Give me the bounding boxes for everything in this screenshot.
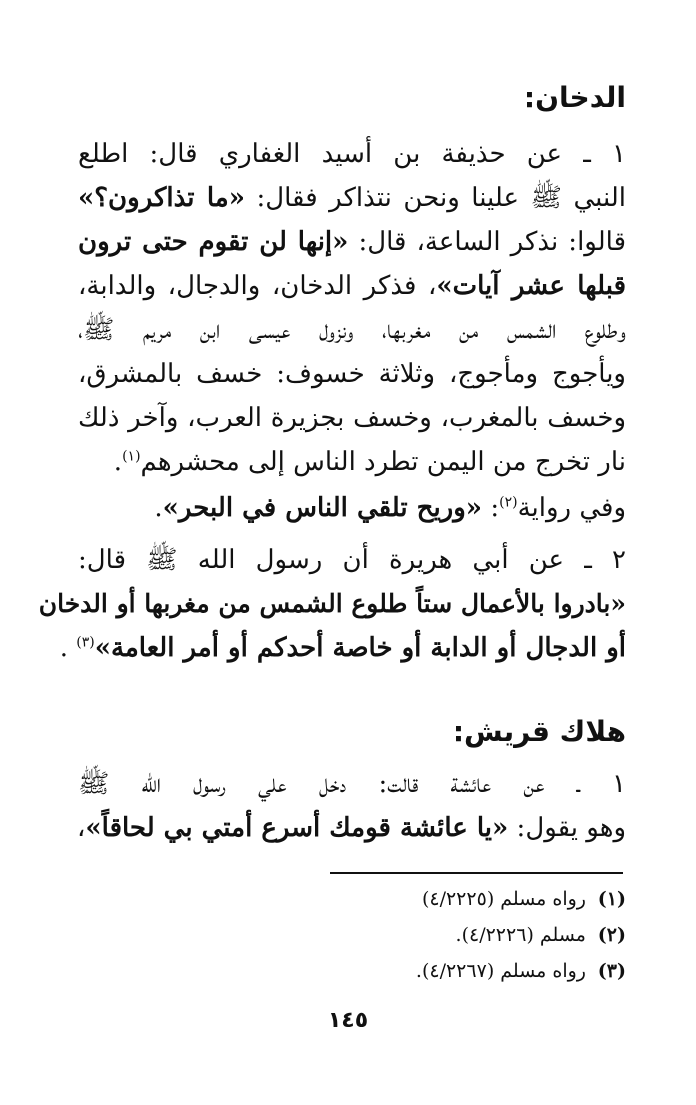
section-title-dukhan: الدخان:: [523, 81, 626, 114]
footnote: [416, 956, 626, 986]
quote-bold: قبلها عشر آيات»: [436, 271, 626, 301]
footnote: [456, 920, 626, 950]
text-run: .: [59, 633, 77, 663]
quote-bold: «ما تذاكرون؟»: [78, 183, 245, 213]
text-line: [78, 806, 626, 850]
quote-bold: أو الدجال أو الدابة أو خاصة أحدكم أو أمر العامة»: [94, 633, 626, 663]
text-run: وهو يقول:: [508, 813, 626, 843]
footnote-ref: (٢): [499, 494, 518, 511]
text-run: ،: [76, 813, 86, 843]
text-line: [78, 486, 626, 530]
text-run: وفي رواية: [517, 493, 626, 523]
footnote-number: (٣): [597, 960, 626, 982]
footnote-text: رواه مسلم (٤/٢٢٦٧).: [415, 960, 586, 982]
text-line: [78, 440, 626, 484]
text-line: وطلوع الشمس من مغربها، ونزول عيسى ابن مريم ﷺ،: [78, 315, 626, 345]
footnote-ref: (٣): [76, 634, 95, 651]
footnote: [422, 884, 626, 914]
text-run: النبي ﷺ علينا ونحن نتذاكر فقال:: [244, 183, 626, 213]
text-run: .: [154, 493, 163, 523]
text-line: [59, 626, 626, 670]
footnote-text: رواه مسلم (٤/٢٢٢٥): [421, 888, 586, 910]
footnote-number: (٢): [597, 924, 626, 946]
text-line: [78, 220, 626, 264]
quote-bold: «يا عائشة قومك أسرع أمتي بي لحاقاً»: [85, 813, 509, 843]
text-run: نار تخرج من اليمن تطرد الناس إلى محشرهم: [140, 447, 626, 477]
text-line: ١ ـ عن عائشة قالت: دخل علي رسول الله ﷺ: [78, 769, 626, 799]
text-line: [78, 176, 626, 220]
text-line: ٢ ـ عن أبي هريرة أن رسول الله ﷺ قال:: [78, 545, 626, 575]
text-run: :: [482, 493, 500, 523]
footnote-ref: (١): [122, 448, 141, 465]
quote-bold: «وريح تلقي الناس في البحر»: [162, 493, 483, 523]
section-title-quraysh: هلاك قريش:: [452, 715, 626, 748]
text-line: [78, 264, 626, 308]
quote-bold: «إنها لن تقوم حتى ترون: [78, 227, 349, 257]
text-line: وخسف بالمغرب، وخسف بجزيرة العرب، وآخر ذلك: [78, 403, 626, 433]
quote-bold: «بادروا بالأعمال ستاً طلوع الشمس من مغربها أو الدخان: [38, 589, 626, 618]
page-number: ١٤٥: [327, 1008, 369, 1033]
footnote-number: (١): [597, 888, 626, 910]
text-run: .: [113, 447, 123, 477]
text-run: ، فذكر الدخان، والدجال، والدابة،: [78, 271, 437, 301]
text-line: ويأجوج ومأجوج، وثلاثة خسوف: خسف بالمشرق،: [78, 359, 626, 389]
footnote-text: مسلم (٤/٢٢٢٦).: [455, 924, 586, 946]
text-line: ١ ـ عن حذيفة بن أسيد الغفاري قال: اطلع: [78, 139, 626, 169]
text-run: قالوا: نذكر الساعة، قال:: [348, 227, 626, 257]
footnote-divider: [330, 872, 623, 874]
